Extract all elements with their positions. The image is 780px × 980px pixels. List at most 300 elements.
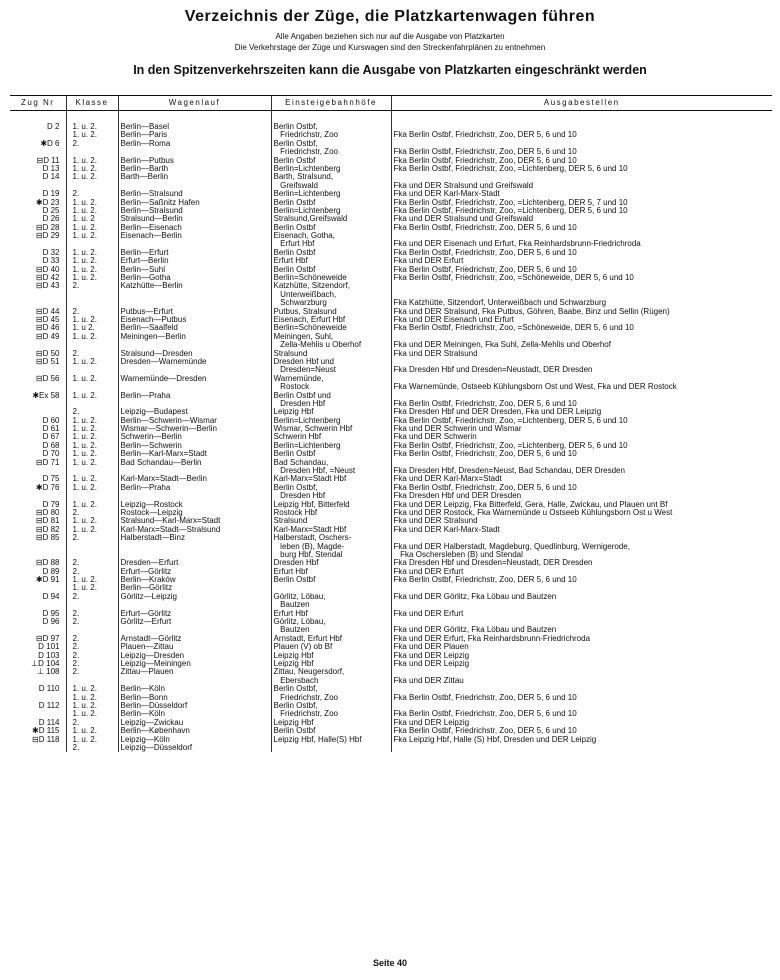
cell-zug: ⊟D 45 <box>35 315 60 324</box>
table-row <box>10 618 772 635</box>
cell-klasse: 2. <box>66 660 118 668</box>
cell-zug: D 112 <box>38 701 60 710</box>
cell-zug: D 110 <box>38 685 60 694</box>
cell-klasse: 1. u. 2. 1. u. 2. <box>66 576 118 593</box>
table-row <box>10 534 772 559</box>
cell-zug: ⊟D 81 <box>35 517 60 526</box>
cell-ausgabe: Fka und DER Meiningen, Fka Suhl, Zella-Mehlis und Oberhof <box>391 333 772 350</box>
table-row <box>10 207 772 215</box>
cell-klasse: 2. <box>66 308 118 316</box>
cell-zug: D 60 <box>42 416 60 425</box>
cell-einsteige: Putbus, Stralsund <box>271 308 391 316</box>
cell-einsteige: Görlitz, Löbau, Bautzen <box>271 618 391 635</box>
cell-ausgabe: Fka Berlin Ostbf, Friedrichstr, Zoo, DER 5, 6 und 10 <box>391 249 772 257</box>
cell-einsteige: Berlin=Lichtenberg <box>271 442 391 450</box>
cell-wagenlauf: Berlin—Gotha <box>118 274 271 282</box>
cell-klasse: 1. u. 2. <box>66 207 118 215</box>
cell-klasse: 1. u. 2. <box>66 425 118 433</box>
cell-ausgabe: Fka und DER Stralsund und Greifswald <box>391 173 772 190</box>
cell-wagenlauf: Dresden—Erfurt <box>118 559 271 567</box>
cell-einsteige: Erfurt Hbf <box>271 568 391 576</box>
cell-zug: ⊟D 43 <box>35 282 60 291</box>
cell-klasse: 1. u. 2. <box>66 727 118 735</box>
cell-klasse: 1. u. 2. <box>66 157 118 165</box>
cell-einsteige: Schwerin Hbf <box>271 433 391 441</box>
cell-zug: ✱D 76 <box>35 483 60 492</box>
table-row <box>10 333 772 350</box>
table-row <box>10 190 772 198</box>
cell-zug: ✱D 6 <box>40 139 60 148</box>
cell-zug: D 25 <box>42 206 60 215</box>
cell-einsteige: Berlin Ostbf <box>271 157 391 165</box>
table-row <box>10 685 772 702</box>
cell-zug: D 32 <box>42 248 60 257</box>
cell-zug: ✱Ex 58 <box>32 391 60 400</box>
table-row <box>10 324 772 332</box>
cell-wagenlauf: Zittau—Plauen <box>118 668 271 685</box>
cell-wagenlauf: Rostock—Leipzig <box>118 509 271 517</box>
table-row <box>10 509 772 517</box>
cell-einsteige: Karl-Marx=Stadt Hbf <box>271 526 391 534</box>
cell-ausgabe: Fka und DER Leipzig <box>391 660 772 668</box>
cell-einsteige: Berlin=Lichtenberg <box>271 165 391 173</box>
cell-wagenlauf: Erfurt—Berlin <box>118 257 271 265</box>
cell-wagenlauf: Plauen—Zittau <box>118 643 271 651</box>
table-row <box>10 224 772 232</box>
cell-wagenlauf: Bad Schandau—Berlin <box>118 459 271 476</box>
cell-ausgabe: Fka und DER Eisenach und Erfurt <box>391 316 772 324</box>
cell-wagenlauf: Arnstadt—Görlitz <box>118 635 271 643</box>
cell-klasse: 1. u. 2. 2. <box>66 736 118 753</box>
cell-wagenlauf: Görlitz—Leipzig <box>118 593 271 610</box>
cell-ausgabe: Fka und DER Erfurt, Fka Reinhardsbrunn-Friedrichroda <box>391 635 772 643</box>
table-row <box>10 375 772 392</box>
page-title: Verzeichnis der Züge, die Platzkartenwagen führen <box>184 8 596 25</box>
cell-wagenlauf: Halberstadt—Binz <box>118 534 271 559</box>
cell-zug: ⊟D 51 <box>35 357 60 366</box>
cell-einsteige: Berlin=Lichtenberg <box>271 417 391 425</box>
cell-klasse: 2. <box>66 350 118 358</box>
cell-einsteige: Berlin=Schöneweide <box>271 324 391 332</box>
cell-klasse: 1. u. 2. <box>66 484 118 501</box>
subtitle-note-1: Alle Angaben beziehen sich nur auf die Ausgabe von Platzkarten <box>275 32 505 41</box>
cell-einsteige: Dresden Hbf und Dresden=Neust <box>271 358 391 375</box>
cell-zug: ⊟D 46 <box>35 324 60 333</box>
header-row <box>10 96 772 111</box>
cell-ausgabe: Fka Berlin Ostbf, Friedrichstr, Zoo, =Lichtenberg, DER 5, 6 und 10 <box>391 165 772 173</box>
cell-wagenlauf: Leipzig—Budapest <box>118 408 271 416</box>
cell-ausgabe: Fka Berlin Ostbf, Friedrichstr, Zoo, =Schöneweide, DER 5, 6 und 10 <box>391 324 772 332</box>
cell-klasse: 1. u. 2. <box>66 375 118 392</box>
cell-zug: ✱D 23 <box>35 198 60 207</box>
cell-zug: ⊟D 118 <box>32 735 60 744</box>
cell-ausgabe: Fka Katzhütte, Sitzendorf, Unterweißbach und Schwarzburg <box>391 282 772 307</box>
cell-ausgabe: Fka Berlin Ostbf, Friedrichstr, Zoo, =Lichtenberg, DER 5, 6 und 10 <box>391 207 772 215</box>
cell-ausgabe: Fka und DER Leipzig, Fka Bitterfeld, Gera, Halle, Zwickau, und Plauen unt Bf <box>391 501 772 509</box>
cell-klasse: 1. u. 2. <box>66 442 118 450</box>
cell-zug: ⊟D 40 <box>35 265 60 274</box>
cell-einsteige: Wismar, Schwerin Hbf <box>271 425 391 433</box>
table-row <box>10 459 772 476</box>
cell-einsteige: Stralsund,Greifswald <box>271 215 391 223</box>
cell-einsteige: Leipzig Hbf <box>271 660 391 668</box>
cell-wagenlauf: Berlin—København <box>118 727 271 735</box>
cell-zug: ✱D 91 <box>35 576 60 585</box>
train-table <box>10 95 772 752</box>
cell-einsteige: Berlin Ostbf <box>271 266 391 274</box>
cell-zug: D 26 <box>42 215 60 224</box>
cell-klasse: 1. u. 2. <box>66 417 118 425</box>
cell-klasse: 1. u. 2. <box>66 526 118 534</box>
cell-klasse: 1. u. 2 <box>66 215 118 223</box>
cell-einsteige: Berlin Ostbf <box>271 450 391 458</box>
spacer-row <box>10 111 772 124</box>
cell-wagenlauf: Berlin—Kraków Berlin—Görlitz <box>118 576 271 593</box>
col-einsteigebahnhoefe: Einsteigebahnhöfe <box>271 96 391 111</box>
table-row <box>10 232 772 249</box>
cell-ausgabe: Fka und DER Rostock, Fka Warnemünde u Ostseeb Kühlungsborn Ost u West <box>391 509 772 517</box>
table-row <box>10 282 772 307</box>
cell-ausgabe: Fka Berlin Ostbf, Friedrichstr, Zoo, =Lichtenberg, DER 5, 6 und 10 <box>391 417 772 425</box>
cell-wagenlauf: Leipzig—Dresden <box>118 652 271 660</box>
cell-ausgabe: Fka Dresden Hbf und DER Dresden, Fka und DER Leipzig <box>391 408 772 416</box>
table-row <box>10 425 772 433</box>
cell-wagenlauf: Schwerin—Berlin <box>118 433 271 441</box>
cell-einsteige: Berlin Ostbf <box>271 249 391 257</box>
cell-klasse: 2. <box>66 509 118 517</box>
cell-ausgabe: Fka und DER Leipzig <box>391 652 772 660</box>
cell-wagenlauf: Wismar—Schwerin—Berlin <box>118 425 271 433</box>
table-row <box>10 475 772 483</box>
cell-wagenlauf: Berlin—Roma <box>118 140 271 157</box>
cell-wagenlauf: Eisenach—Berlin <box>118 232 271 249</box>
cell-ausgabe: Fka Berlin Ostbf, Friedrichstr, Zoo, DER 5, 6 und 10 <box>391 727 772 735</box>
cell-klasse: 1. u. 2. <box>66 475 118 483</box>
cell-zug: ✱D 115 <box>32 727 60 736</box>
cell-klasse: 2. <box>66 668 118 685</box>
cell-zug: D 101 <box>38 643 60 652</box>
cell-einsteige: Berlin Ostbf und Dresden Hbf <box>271 392 391 409</box>
cell-ausgabe: Fka und DER Erfurt <box>391 610 772 618</box>
cell-klasse: 2. <box>66 534 118 559</box>
cell-einsteige: Halberstadt, Oschers- leben (B), Magde- burg Hbf, Stendal <box>271 534 391 559</box>
cell-wagenlauf: Karl-Marx=Stadt—Stralsund <box>118 526 271 534</box>
table-row <box>10 417 772 425</box>
cell-einsteige: Zittau, Neugersdorf, Ebersbach <box>271 668 391 685</box>
table-row <box>10 123 772 140</box>
restriction-heading: In den Spitzenverkehrszeiten kann die Ausgabe von Platzkarten eingeschränkt werden <box>133 63 647 77</box>
table-row <box>10 408 772 416</box>
cell-wagenlauf: Barth—Berlin <box>118 173 271 190</box>
cell-klasse: 1. u. 2. <box>66 224 118 232</box>
cell-klasse: 1. u. 2. <box>66 333 118 350</box>
cell-wagenlauf: Berlin—Schwerin—Wismar <box>118 417 271 425</box>
cell-zug: ⊟D 56 <box>35 374 60 383</box>
cell-zug: ⊟D 97 <box>35 634 60 643</box>
cell-ausgabe: Fka Leipzig Hbf, Halle (S) Hbf, Dresden und DER Leipzig <box>391 736 772 753</box>
cell-ausgabe: Fka Berlin Ostbf, Friedrichstr, Zoo, DER 5, 6 und 10 <box>391 450 772 458</box>
cell-wagenlauf: Berlin—Saalfeld <box>118 324 271 332</box>
cell-ausgabe: Fka Berlin Ostbf, Friedrichstr, Zoo, DER 5, 6 und 10 Fka Dresden Hbf und DER Dresden <box>391 484 772 501</box>
table-body <box>10 111 772 753</box>
cell-einsteige: Berlin Ostbf, Friedrichstr, Zoo <box>271 123 391 140</box>
cell-zug: ⊟D 11 <box>36 156 60 165</box>
cell-einsteige: Stralsund <box>271 350 391 358</box>
cell-zug: ⊟D 42 <box>35 274 60 283</box>
cell-einsteige: Katzhütte, Sitzendorf, Unterweißbach, Schwarzburg <box>271 282 391 307</box>
cell-ausgabe: Fka und DER Eisenach und Erfurt, Fka Reinhardsbrunn-Friedrichroda <box>391 232 772 249</box>
cell-ausgabe: Fka und DER Stralsund, Fka Putbus, Göhren, Baabe, Binz und Sellin (Rügen) <box>391 308 772 316</box>
cell-wagenlauf: Leipzig—Zwickau <box>118 719 271 727</box>
cell-ausgabe: Fka und DER Zittau <box>391 668 772 685</box>
cell-klasse: 1. u. 2. <box>66 249 118 257</box>
table-row <box>10 140 772 157</box>
cell-ausgabe: Fka und DER Karl-Marx=Stadt <box>391 475 772 483</box>
cell-wagenlauf: Dresden—Warnemünde <box>118 358 271 375</box>
cell-ausgabe: Fka und DER Görlitz, Fka Löbau und Bautzen <box>391 593 772 610</box>
table-row <box>10 199 772 207</box>
cell-zug: D 89 <box>42 567 60 576</box>
cell-klasse: 1. u. 2. <box>66 392 118 409</box>
cell-ausgabe: Fka Berlin Ostbf, Friedrichstr, Zoo, DER 5, 6 und 10 <box>391 576 772 593</box>
cell-klasse: 2. <box>66 282 118 307</box>
table-row <box>10 668 772 685</box>
cell-wagenlauf: Berlin—Schwerin <box>118 442 271 450</box>
cell-zug: ⊟D 50 <box>35 349 60 358</box>
cell-wagenlauf: Meiningen—Berlin <box>118 333 271 350</box>
cell-einsteige: Berlin Ostbf, Friedrichstr, Zoo <box>271 140 391 157</box>
cell-wagenlauf: Berlin—Putbus <box>118 157 271 165</box>
cell-klasse: 1. u. 2. <box>66 173 118 190</box>
cell-ausgabe: Fka Berlin Ostbf, Friedrichstr, Zoo, DER 5, 6 und 10 <box>391 157 772 165</box>
cell-ausgabe: Fka Berlin Ostbf, Friedrichstr, Zoo, DER 5, 6 und 10 <box>391 392 772 409</box>
cell-ausgabe: Fka und DER Leipzig <box>391 719 772 727</box>
cell-einsteige: Berlin Ostbf, Friedrichstr, Zoo <box>271 685 391 702</box>
cell-klasse: 1. u. 2. <box>66 232 118 249</box>
cell-ausgabe: Fka Berlin Ostbf, Friedrichstr, Zoo, DER 5, 6 und 10 <box>391 266 772 274</box>
cell-ausgabe: Fka Berlin Ostbf, Friedrichstr, Zoo, DER 5, 6 und 10 <box>391 224 772 232</box>
table-row <box>10 157 772 165</box>
cell-ausgabe: Fka Dresden Hbf und Dresden=Neustadt, DER Dresden <box>391 559 772 567</box>
cell-einsteige: Rostock Hbf <box>271 509 391 517</box>
cell-einsteige: Leipzig Hbf, Bitterfeld <box>271 501 391 509</box>
cell-zug: D 79 <box>42 500 60 509</box>
cell-klasse: 1. u. 2. <box>66 358 118 375</box>
cell-zug: D 19 <box>42 190 60 199</box>
cell-ausgabe: Fka und DER Stralsund <box>391 517 772 525</box>
table-row <box>10 484 772 501</box>
table-row <box>10 316 772 324</box>
cell-zug: D 14 <box>42 173 60 182</box>
cell-wagenlauf: Leipzig—Meiningen <box>118 660 271 668</box>
cell-klasse: 2. <box>66 635 118 643</box>
cell-zug <box>10 408 66 416</box>
cell-klasse: 2. <box>66 719 118 727</box>
cell-zug: D 13 <box>42 164 60 173</box>
cell-klasse: 1. u. 2. <box>66 450 118 458</box>
cell-wagenlauf: Berlin—Stralsund <box>118 207 271 215</box>
cell-zug: D 96 <box>42 618 60 627</box>
cell-zug: ⊟D 71 <box>35 458 60 467</box>
page-number: Seite 40 <box>372 958 408 968</box>
table-row <box>10 727 772 735</box>
cell-ausgabe: Fka und DER Erfurt <box>391 257 772 265</box>
cell-zug: D 103 <box>38 651 60 660</box>
cell-klasse: 1. u. 2. <box>66 199 118 207</box>
cell-ausgabe: Fka und DER Halberstadt, Magdeburg, Quedlinburg, Wernigerode, Fka Oschersleben (B) und Stendal <box>391 534 772 559</box>
cell-ausgabe: Fka und DER Karl-Marx-Stadt <box>391 526 772 534</box>
col-ausgabestellen: Ausgabestellen <box>391 96 772 111</box>
cell-wagenlauf: Leipzig—Köln Leipzig—Düsseldorf <box>118 736 271 753</box>
cell-zug: ⊟D 29 <box>35 232 60 241</box>
cell-ausgabe: Fka Dresden Hbf, Dresden=Neust, Bad Schandau, DER Dresden <box>391 459 772 476</box>
cell-klasse: 1. u. 2. 1. u. 2. <box>66 123 118 140</box>
table-row <box>10 249 772 257</box>
table-row <box>10 517 772 525</box>
cell-zug: ⊟D 82 <box>35 525 60 534</box>
col-klasse: Klasse <box>66 96 118 111</box>
cell-zug: D 2 <box>47 123 60 131</box>
cell-einsteige: Arnstadt, Erfurt Hbf <box>271 635 391 643</box>
cell-einsteige: Berlin Ostbf <box>271 224 391 232</box>
cell-klasse: 1. u. 2. <box>66 266 118 274</box>
cell-wagenlauf: Eisenach—Putbus <box>118 316 271 324</box>
cell-wagenlauf: Erfurt—Görlitz <box>118 610 271 618</box>
cell-wagenlauf: Berlin—Barth <box>118 165 271 173</box>
cell-klasse: 2. <box>66 140 118 157</box>
table-row <box>10 257 772 265</box>
cell-zug: D 68 <box>42 441 60 450</box>
cell-ausgabe: Fka und DER Schwerin und Wismar <box>391 425 772 433</box>
cell-zug: ⊟D 80 <box>35 508 60 517</box>
cell-wagenlauf: Berlin—Düsseldorf Berlin—Köln <box>118 702 271 719</box>
cell-klasse: 1. u. 2. <box>66 257 118 265</box>
cell-zug: ⊥ 108 <box>36 668 60 677</box>
cell-einsteige: Berlin Ostbf, Dresden Hbf <box>271 484 391 501</box>
cell-einsteige: Berlin=Lichtenberg <box>271 207 391 215</box>
table-row <box>10 610 772 618</box>
col-wagenlauf: Wagenlauf <box>118 96 271 111</box>
cell-klasse: 2. <box>66 190 118 198</box>
cell-einsteige: Bad Schandau, Dresden Hbf, =Neust <box>271 459 391 476</box>
cell-einsteige: Erfurt Hbf <box>271 610 391 618</box>
cell-einsteige: Eisenach, Gotha, Erfurt Hbf <box>271 232 391 249</box>
cell-zug: D 33 <box>42 257 60 266</box>
table-row <box>10 568 772 576</box>
cell-zug: ⊟D 49 <box>35 332 60 341</box>
table-row <box>10 526 772 534</box>
cell-zug: D 114 <box>38 718 60 727</box>
table-row <box>10 635 772 643</box>
cell-einsteige: Meiningen, Suhl, Zella-Mehlis u Oberhof <box>271 333 391 350</box>
cell-klasse: 2. <box>66 408 118 416</box>
table-row <box>10 215 772 223</box>
cell-ausgabe: Fka und DER Görlitz, Fka Löbau und Bautzen <box>391 618 772 635</box>
cell-klasse: 1. u. 2. <box>66 459 118 476</box>
cell-einsteige: Berlin Ostbf <box>271 727 391 735</box>
cell-wagenlauf: Berlin—Basel Berlin—Paris <box>118 123 271 140</box>
table-row <box>10 501 772 509</box>
table-row <box>10 643 772 651</box>
cell-einsteige: Karl-Marx=Stadt Hbf <box>271 475 391 483</box>
cell-einsteige: Berlin Ostbf <box>271 199 391 207</box>
cell-ausgabe: Fka Berlin Ostbf, Friedrichstr, Zoo, DER 5, 6 und 10 <box>391 685 772 702</box>
cell-ausgabe: Fka Berlin Ostbf, Friedrichstr, Zoo, =Schöneweide, DER 5, 6 und 10 <box>391 274 772 282</box>
table-row <box>10 736 772 753</box>
cell-klasse: 1. u. 2. <box>66 501 118 509</box>
cell-ausgabe: Fka und DER Schwerin <box>391 433 772 441</box>
cell-ausgabe: Fka und DER Stralsund und Greifswald <box>391 215 772 223</box>
cell-klasse: 2. <box>66 568 118 576</box>
table-row <box>10 660 772 668</box>
cell-zug: ⊟D 44 <box>35 307 60 316</box>
cell-zug: D 95 <box>42 609 60 618</box>
table-row <box>10 559 772 567</box>
cell-einsteige: Stralsund <box>271 517 391 525</box>
table-row <box>10 593 772 610</box>
table-row <box>10 165 772 173</box>
cell-wagenlauf: Berlin—Praha <box>118 484 271 501</box>
table-row <box>10 274 772 282</box>
cell-klasse: 2. <box>66 618 118 635</box>
table-row <box>10 392 772 409</box>
table-row <box>10 308 772 316</box>
cell-klasse: 2. <box>66 593 118 610</box>
cell-ausgabe: Fka und DER Stralsund <box>391 350 772 358</box>
cell-wagenlauf: Warnemünde—Dresden <box>118 375 271 392</box>
cell-wagenlauf: Berlin—Köln Berlin—Bonn <box>118 685 271 702</box>
cell-einsteige: Leipzig Hbf <box>271 408 391 416</box>
cell-zug: D 70 <box>42 450 60 459</box>
table-row <box>10 358 772 375</box>
cell-einsteige: Leipzig Hbf, Halle(S) Hbf <box>271 736 391 753</box>
cell-ausgabe: Fka Berlin Ostbf, Friedrichstr, Zoo, =Lichtenberg, DER 5, 6 und 10 <box>391 442 772 450</box>
cell-einsteige: Dresden Hbf <box>271 559 391 567</box>
table-row <box>10 266 772 274</box>
cell-ausgabe: Fka und DER Plauen <box>391 643 772 651</box>
cell-einsteige: Berlin=Schöneweide <box>271 274 391 282</box>
cell-zug: ⊥D 104 <box>31 660 60 668</box>
cell-klasse: 1. u. 2. 1. u. 2. <box>66 685 118 702</box>
cell-klasse: 1. u. 2. 1. u. 2. <box>66 702 118 719</box>
cell-zug: D 94 <box>42 592 60 601</box>
cell-klasse: 2. <box>66 559 118 567</box>
cell-zug: D 67 <box>42 433 60 442</box>
table-row <box>10 173 772 190</box>
cell-wagenlauf: Berlin—Karl-Marx=Stadt <box>118 450 271 458</box>
col-zug-nr: Zug Nr <box>10 96 66 111</box>
cell-klasse: 1. u. 2. <box>66 165 118 173</box>
table-row <box>10 576 772 593</box>
cell-wagenlauf: Berlin—Saßnitz Hafen <box>118 199 271 207</box>
cell-wagenlauf: Berlin—Eisenach <box>118 224 271 232</box>
cell-wagenlauf: Karl-Marx=Stadt—Berlin <box>118 475 271 483</box>
table-row <box>10 433 772 441</box>
subtitle-note-2: Die Verkehrstage der Züge und Kurswagen sind den Streckenfahrplänen zu entnehmen <box>234 43 546 52</box>
cell-einsteige: Erfurt Hbf <box>271 257 391 265</box>
cell-einsteige: Görlitz, Löbau, Bautzen <box>271 593 391 610</box>
cell-klasse: 2. <box>66 610 118 618</box>
cell-klasse: 2. <box>66 643 118 651</box>
cell-klasse: 1. u 2. <box>66 324 118 332</box>
cell-klasse: 1. u. 2. <box>66 517 118 525</box>
cell-wagenlauf: Stralsund—Karl-Marx=Stadt <box>118 517 271 525</box>
cell-einsteige: Berlin Ostbf <box>271 576 391 593</box>
cell-ausgabe: Fka Berlin Ostbf, Friedrichstr, Zoo, DER 5, 6 und 10 <box>391 123 772 140</box>
table-row <box>10 702 772 719</box>
cell-einsteige: Barth, Stralsund, Greifswald <box>271 173 391 190</box>
cell-einsteige: Leipzig Hbf <box>271 652 391 660</box>
